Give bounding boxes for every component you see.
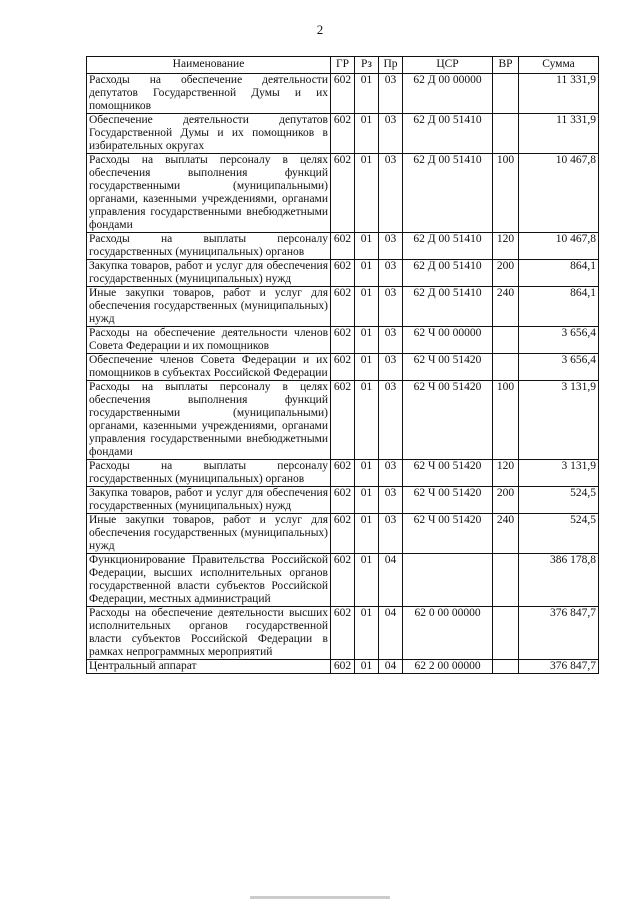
row-sum: 864,1 <box>519 260 599 287</box>
row-sum: 3 656,4 <box>519 354 599 381</box>
table-header-row <box>87 57 599 74</box>
header-pr: Пр <box>379 57 403 74</box>
row-csr: 62 2 00 00000 <box>403 660 493 674</box>
row-sum: 3 131,9 <box>519 460 599 487</box>
row-csr: 62 Ч 00 51420 <box>403 460 493 487</box>
row-name: Расходы на обеспечение деятельности депутатов Государственной Думы и их помощников <box>87 74 331 114</box>
header-sum: Сумма <box>519 57 599 74</box>
row-rz: 01 <box>355 607 379 660</box>
table-row <box>87 487 599 514</box>
row-pr: 04 <box>379 607 403 660</box>
table-row <box>87 381 599 460</box>
row-name: Закупка товаров, работ и услуг для обеспечения государственных (муниципальных) нужд <box>87 487 331 514</box>
row-gr: 602 <box>331 154 355 233</box>
row-name: Расходы на выплаты персоналу в целях обеспечения выполнения функций государственными (муниципальными) органами, казенными учреждениями, органами управления государственными внебюджетными фондами <box>87 381 331 460</box>
row-rz: 01 <box>355 327 379 354</box>
row-gr: 602 <box>331 381 355 460</box>
row-rz: 01 <box>355 460 379 487</box>
row-csr: 62 Д 00 51410 <box>403 233 493 260</box>
row-csr: 62 Ч 00 51420 <box>403 354 493 381</box>
row-rz: 01 <box>355 554 379 607</box>
row-sum: 386 178,8 <box>519 554 599 607</box>
row-rz: 01 <box>355 74 379 114</box>
row-vr: 120 <box>493 460 519 487</box>
row-name: Иные закупки товаров, работ и услуг для обеспечения государственных (муниципальных) нужд <box>87 287 331 327</box>
row-csr: 62 0 00 00000 <box>403 607 493 660</box>
header-rz: Рз <box>355 57 379 74</box>
row-rz: 01 <box>355 660 379 674</box>
row-vr: 100 <box>493 154 519 233</box>
row-gr: 602 <box>331 74 355 114</box>
row-sum: 10 467,8 <box>519 233 599 260</box>
row-rz: 01 <box>355 514 379 554</box>
row-sum: 864,1 <box>519 287 599 327</box>
row-pr: 03 <box>379 260 403 287</box>
row-pr: 03 <box>379 514 403 554</box>
row-gr: 602 <box>331 660 355 674</box>
header-csr: ЦСР <box>403 57 493 74</box>
row-rz: 01 <box>355 487 379 514</box>
row-sum: 3 131,9 <box>519 381 599 460</box>
row-gr: 602 <box>331 460 355 487</box>
row-sum: 376 847,7 <box>519 660 599 674</box>
row-name: Обеспечение деятельности депутатов Государственной Думы и их помощников в избирательных округах <box>87 114 331 154</box>
row-gr: 602 <box>331 287 355 327</box>
row-csr: 62 Д 00 51410 <box>403 287 493 327</box>
table-row <box>87 554 599 607</box>
row-rz: 01 <box>355 233 379 260</box>
row-name: Расходы на выплаты персоналу государственных (муниципальных) органов <box>87 233 331 260</box>
page-number: 2 <box>316 22 324 37</box>
table-row <box>87 154 599 233</box>
row-pr: 03 <box>379 74 403 114</box>
row-csr: 62 Ч 00 00000 <box>403 327 493 354</box>
row-pr: 03 <box>379 354 403 381</box>
row-sum: 3 656,4 <box>519 327 599 354</box>
row-sum: 524,5 <box>519 487 599 514</box>
row-name: Функционирование Правительства Российской Федерации, высших исполнительных органов государственной власти субъектов Российской Федерации, местных администраций <box>87 554 331 607</box>
row-gr: 602 <box>331 114 355 154</box>
table-row <box>87 114 599 154</box>
row-vr <box>493 554 519 607</box>
row-csr: 62 Ч 00 51420 <box>403 514 493 554</box>
row-vr: 240 <box>493 287 519 327</box>
row-name: Расходы на обеспечение деятельности высших исполнительных органов государственной власти субъектов Российской Федерации в рамках непрограммных мероприятий <box>87 607 331 660</box>
row-gr: 602 <box>331 554 355 607</box>
row-csr: 62 Д 00 51410 <box>403 154 493 233</box>
row-gr: 602 <box>331 260 355 287</box>
row-csr: 62 Д 00 51410 <box>403 114 493 154</box>
row-vr: 240 <box>493 514 519 554</box>
row-pr: 03 <box>379 287 403 327</box>
row-vr: 200 <box>493 260 519 287</box>
row-name: Расходы на выплаты персоналу в целях обеспечения выполнения функций государственными (муниципальными) органами, казенными учреждениями, органами управления государственными внебюджетными фондами <box>87 154 331 233</box>
row-vr <box>493 327 519 354</box>
row-gr: 602 <box>331 327 355 354</box>
header-gr: ГР <box>331 57 355 74</box>
table-row <box>87 660 599 674</box>
row-name: Обеспечение членов Совета Федерации и их помощников в субъектах Российской Федерации <box>87 354 331 381</box>
row-csr <box>403 554 493 607</box>
row-rz: 01 <box>355 260 379 287</box>
table-row <box>87 460 599 487</box>
row-pr: 03 <box>379 460 403 487</box>
row-vr <box>493 74 519 114</box>
table-row <box>87 327 599 354</box>
row-pr: 03 <box>379 233 403 260</box>
row-pr: 03 <box>379 487 403 514</box>
row-sum: 11 331,9 <box>519 114 599 154</box>
table-row <box>87 514 599 554</box>
scan-edge-mark <box>250 896 390 899</box>
row-gr: 602 <box>331 354 355 381</box>
row-rz: 01 <box>355 354 379 381</box>
row-pr: 03 <box>379 327 403 354</box>
table-row <box>87 260 599 287</box>
row-csr: 62 Д 00 51410 <box>403 260 493 287</box>
row-pr: 03 <box>379 381 403 460</box>
row-sum: 376 847,7 <box>519 607 599 660</box>
table-row <box>87 354 599 381</box>
header-vr: ВР <box>493 57 519 74</box>
row-gr: 602 <box>331 487 355 514</box>
row-pr: 03 <box>379 154 403 233</box>
row-pr: 04 <box>379 554 403 607</box>
row-gr: 602 <box>331 514 355 554</box>
header-name: Наименование <box>87 57 331 74</box>
table-row <box>87 233 599 260</box>
row-name: Центральный аппарат <box>87 660 331 674</box>
row-rz: 01 <box>355 154 379 233</box>
row-csr: 62 Ч 00 51420 <box>403 381 493 460</box>
row-csr: 62 Ч 00 51420 <box>403 487 493 514</box>
row-gr: 602 <box>331 233 355 260</box>
row-vr: 100 <box>493 381 519 460</box>
row-gr: 602 <box>331 607 355 660</box>
budget-table <box>86 56 599 674</box>
row-vr: 120 <box>493 233 519 260</box>
row-rz: 01 <box>355 114 379 154</box>
row-vr <box>493 114 519 154</box>
row-sum: 10 467,8 <box>519 154 599 233</box>
row-vr <box>493 607 519 660</box>
row-rz: 01 <box>355 381 379 460</box>
row-pr: 04 <box>379 660 403 674</box>
row-pr: 03 <box>379 114 403 154</box>
row-name: Расходы на обеспечение деятельности членов Совета Федерации и их помощников <box>87 327 331 354</box>
table-row <box>87 287 599 327</box>
row-vr <box>493 354 519 381</box>
row-name: Иные закупки товаров, работ и услуг для обеспечения государственных (муниципальных) нужд <box>87 514 331 554</box>
row-name: Расходы на выплаты персоналу государственных (муниципальных) органов <box>87 460 331 487</box>
table-row <box>87 607 599 660</box>
row-csr: 62 Д 00 00000 <box>403 74 493 114</box>
row-vr <box>493 660 519 674</box>
row-vr: 200 <box>493 487 519 514</box>
row-name: Закупка товаров, работ и услуг для обеспечения государственных (муниципальных) нужд <box>87 260 331 287</box>
row-rz: 01 <box>355 287 379 327</box>
row-sum: 524,5 <box>519 514 599 554</box>
table-row <box>87 74 599 114</box>
row-sum: 11 331,9 <box>519 74 599 114</box>
